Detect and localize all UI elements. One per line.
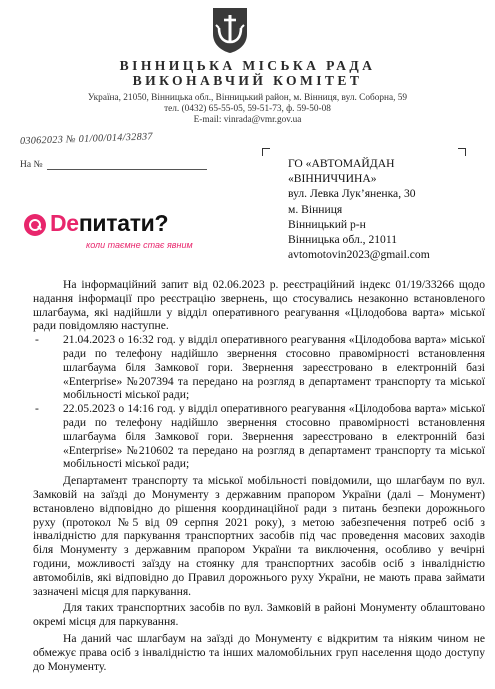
address-line-1: Україна, 21050, Вінницька обл., Вінницький район, м. Вінниця, вул. Соборна, 59 bbox=[87, 93, 408, 103]
department-paragraph: Департамент транспорту та міської мобільності повідомили, що шлагбаум по вул. Замковій на заїзді до Монументу з державним прапором України (далі – Монумент) встановлено відповідно до рішення координаційної ради з питань безпеки дорожнього руху (протокол №5 від 09 серпня 2021 року), з метою забезпечення потреб осіб з інвалідністю для паркування транспортних засобів під час проведення масових заходів біля Монументу з державним прапором України та виключення, особливо у вечірні години, можливості заїзду на стоянку для транспортних засобів осіб з інвалідністю автомобілів, які відповідно до Правил дорожнього руху України, не мають права займати зазначені місця для паркування. bbox=[33, 474, 485, 598]
final-paragraph: На даний час шлагбаум на заїзді до Монументу є відкритим та ніяким чином не обмежує права осіб з інвалідністю та інших маломобільних груп населення щодо доступу до Монументу. bbox=[33, 631, 485, 673]
committee-title: ВИКОНАВЧИЙ КОМІТЕТ bbox=[132, 73, 363, 88]
recipient-line: avtomotovin2023@gmail.com bbox=[288, 248, 430, 262]
recipient-line: м. Вінниця bbox=[288, 202, 343, 216]
reply-to-line bbox=[20, 160, 207, 170]
recipient-corner-left bbox=[262, 148, 270, 156]
recipient-corner-right bbox=[458, 148, 466, 156]
address-line-3: E-mail: vinrada@vmr.gov.ua bbox=[193, 115, 302, 125]
coat-of-arms-icon bbox=[211, 6, 249, 54]
watermark-tagline: коли таємне стає явним bbox=[86, 240, 193, 250]
registration-number-handwritten: 03062023 № 01/00/014/32837 bbox=[19, 131, 153, 147]
depytaty-watermark bbox=[22, 207, 212, 257]
list-item: - 21.04.2023 о 16:32 год. у відділ оперативного реагування «Цілодобова варта» міської ради по телефону надійшло звернення стосовно правомірності встановлення шлагбаума біля Замкової гори. Звернення зареєстровано в електронній базі «Enterprise» №207394 та передано на розгляд в департамент транспорту та міської мобільності міської ради; bbox=[35, 333, 485, 402]
recipient-line: ГО «АВТОМАЙДАН bbox=[288, 157, 395, 170]
parking-paragraph: Для таких транспортних засобів по вул. Замковій в районі Монументу облаштовано окремі місця для паркування. bbox=[33, 601, 485, 629]
list-item: - 22.05.2023 о 14:16 год. у відділ оперативного реагування «Цілодобова варта» міської ради по телефону надійшло звернення стосовно правомірності встановлення шлагбаума біля Замкової гори. Звернення зареєстровано в електронній базі «Enterprise» №210602 та передано на розгляд в департамент транспорту та міської мобільності міської ради; bbox=[35, 402, 485, 471]
na-label: На № bbox=[20, 160, 43, 170]
watermark-brand: Deпитати? bbox=[50, 210, 169, 236]
recipient-line: вул. Левка Лук’яненка, 30 bbox=[288, 187, 416, 201]
reply-to-blank bbox=[47, 161, 207, 170]
recipient-block bbox=[288, 156, 430, 262]
address-line-2: тел. (0432) 65-55-05, 59-51-73, ф. 59-50-08 bbox=[164, 104, 331, 114]
recipient-line: Вінницький р-н bbox=[288, 217, 366, 231]
recipient-line: «ВІННИЧЧИНА» bbox=[288, 172, 377, 186]
intro-paragraph: На інформаційний запит від 02.06.2023 р. реєстраційний індекс 01/19/33266 щодо надання інформації про реєстрацію звернень, що стосувались незаконно встановленого шлагбаума, які надійшли у відділ оперативного реагування «Цілодобова варта» міської ради повідомляю наступне. bbox=[33, 278, 485, 333]
letter-body bbox=[33, 278, 485, 673]
council-title: ВІННИЦЬКА МІСЬКА РАДА bbox=[119, 58, 376, 73]
recipient-line: Вінницька обл., 21011 bbox=[288, 233, 398, 247]
search-icon bbox=[24, 214, 46, 236]
